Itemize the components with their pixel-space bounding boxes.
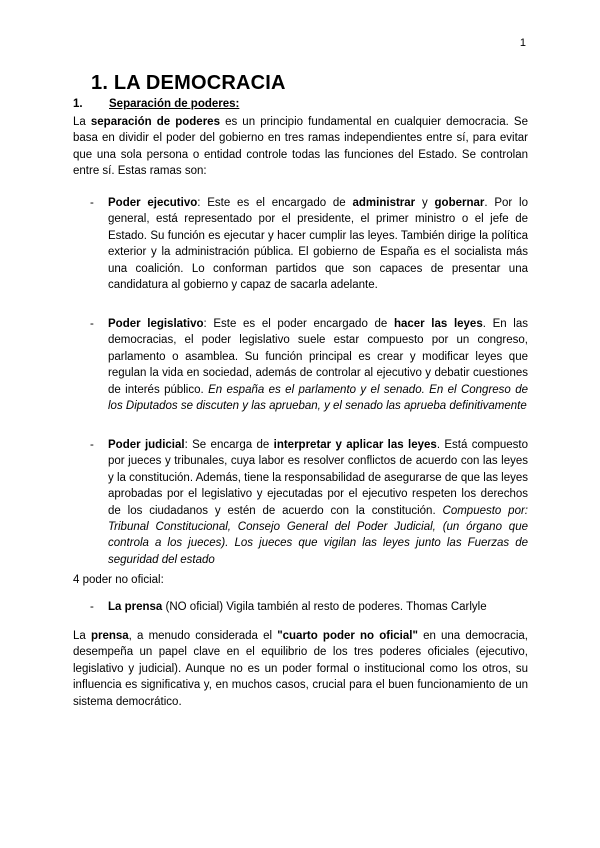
- bullet-text: . Por lo general, está representado por el presidente, el primer ministro o el jefe de Estado. Su función es ejecutar y hacer cumplir las leyes. También dirige la política exterior y la administración pública. El gobierno de España es el socialista más una coalición. Lo conforman partidos que son capaces de presentar una candidatura al gobierno y capaz de sacarla adelante.: [108, 197, 529, 292]
- closing-bold: prensa: [90, 630, 129, 642]
- bullet-term: Poder legislativo: [108, 318, 204, 330]
- bullet-dash: -: [90, 601, 94, 613]
- closing-text: , a menudo considerada el: [128, 630, 278, 642]
- section-heading: [73, 98, 239, 110]
- bullet-dash: -: [90, 197, 94, 209]
- bullet-poder-legislativo: [90, 316, 528, 414]
- intro-text: La: [73, 116, 91, 128]
- intro-bold-term: separación de poderes: [90, 116, 220, 128]
- bullet-term: La prensa: [108, 601, 163, 613]
- bullet-text: . Está compuesto por jueces y tribunales, cuya labor es resolver conflictos de acuerdo con las leyes y la constitución. Además, tiene la responsabilidad de asegurarse de que las leyes aprobadas por el legislativo y ejecutadas por el ejecutivo respeten los derechos de los ciudadanos y estén de acuerdo con la constitución.: [108, 439, 529, 517]
- intro-paragraph: [73, 114, 528, 180]
- bullet-poder-judicial: [90, 437, 528, 568]
- bullet-dash: -: [90, 439, 94, 451]
- bullet-text: : Se encarga de: [184, 439, 274, 451]
- bullet-italic: Compuesto por: Tribunal Constitucional, Consejo General del Poder Judicial, (un órgano que controla a los jueces). Los jueces que vigilan las leyes junto las Fuerzas de seguridad del estado: [108, 504, 528, 566]
- bullet-term: Poder judicial: [108, 439, 185, 451]
- closing-text: en una democracia, desempeña un papel clave en el equilibrio de los tres poderes oficiales (ejecutivo, legislativo y judicial). Aunque no es un poder formal o institucional como los otros, su influencia es significativa y, en muchos casos, crucial para el buen funcionamiento de un sistema democrático.: [73, 630, 528, 708]
- intro-text: es un principio fundamental en cualquier democracia. Se basa en dividir el poder del gobierno en tres ramas independientes entre sí, para evitar que una sola persona o entidad controle todas las funciones del Estado. Se controlan entre sí. Estas ramas son:: [73, 116, 528, 178]
- section-label: Separación de poderes:: [109, 98, 240, 110]
- closing-bold: "cuarto poder no oficial": [277, 630, 418, 642]
- section-number: 1.: [73, 98, 83, 110]
- bullet-text: : Este es el encargado de: [197, 197, 353, 209]
- bullet-text: y: [415, 197, 435, 209]
- bullet-text: . En las democracias, el poder legislativo suele estar compuesto por un congreso, parlamento o asamblea. Su función principal es crear y modificar leyes que regulan la vida en sociedad, además de controlar al ejecutivo y debatir cuestiones de interés público.: [108, 318, 528, 396]
- bullet-poder-ejecutivo: [90, 195, 528, 293]
- bullet-bold: gobernar: [434, 197, 485, 209]
- bullet-italic: En españa es el parlamento y el senado. En el Congreso de los Diputados se discuten y las aprueban, y el senado las aprueba definitivamente: [108, 383, 528, 413]
- cuarto-poder-label: 4 poder no oficial:: [73, 574, 164, 586]
- closing-paragraph: [73, 628, 528, 710]
- page-title: 1. LA DEMOCRACIA: [91, 72, 286, 94]
- bullet-dash: -: [90, 318, 94, 330]
- page-number: 1: [519, 37, 526, 49]
- bullet-la-prensa: [90, 599, 528, 615]
- bullet-text: : Este es el poder encargado de: [203, 318, 394, 330]
- bullet-term: Poder ejecutivo: [108, 197, 198, 209]
- bullet-bold: hacer las leyes: [393, 318, 483, 330]
- bullet-bold: administrar: [352, 197, 416, 209]
- bullet-text: (NO oficial) Vigila también al resto de poderes. Thomas Carlyle: [162, 601, 487, 613]
- closing-text: La: [73, 630, 91, 642]
- bullet-bold: interpretar y aplicar las leyes: [273, 439, 437, 451]
